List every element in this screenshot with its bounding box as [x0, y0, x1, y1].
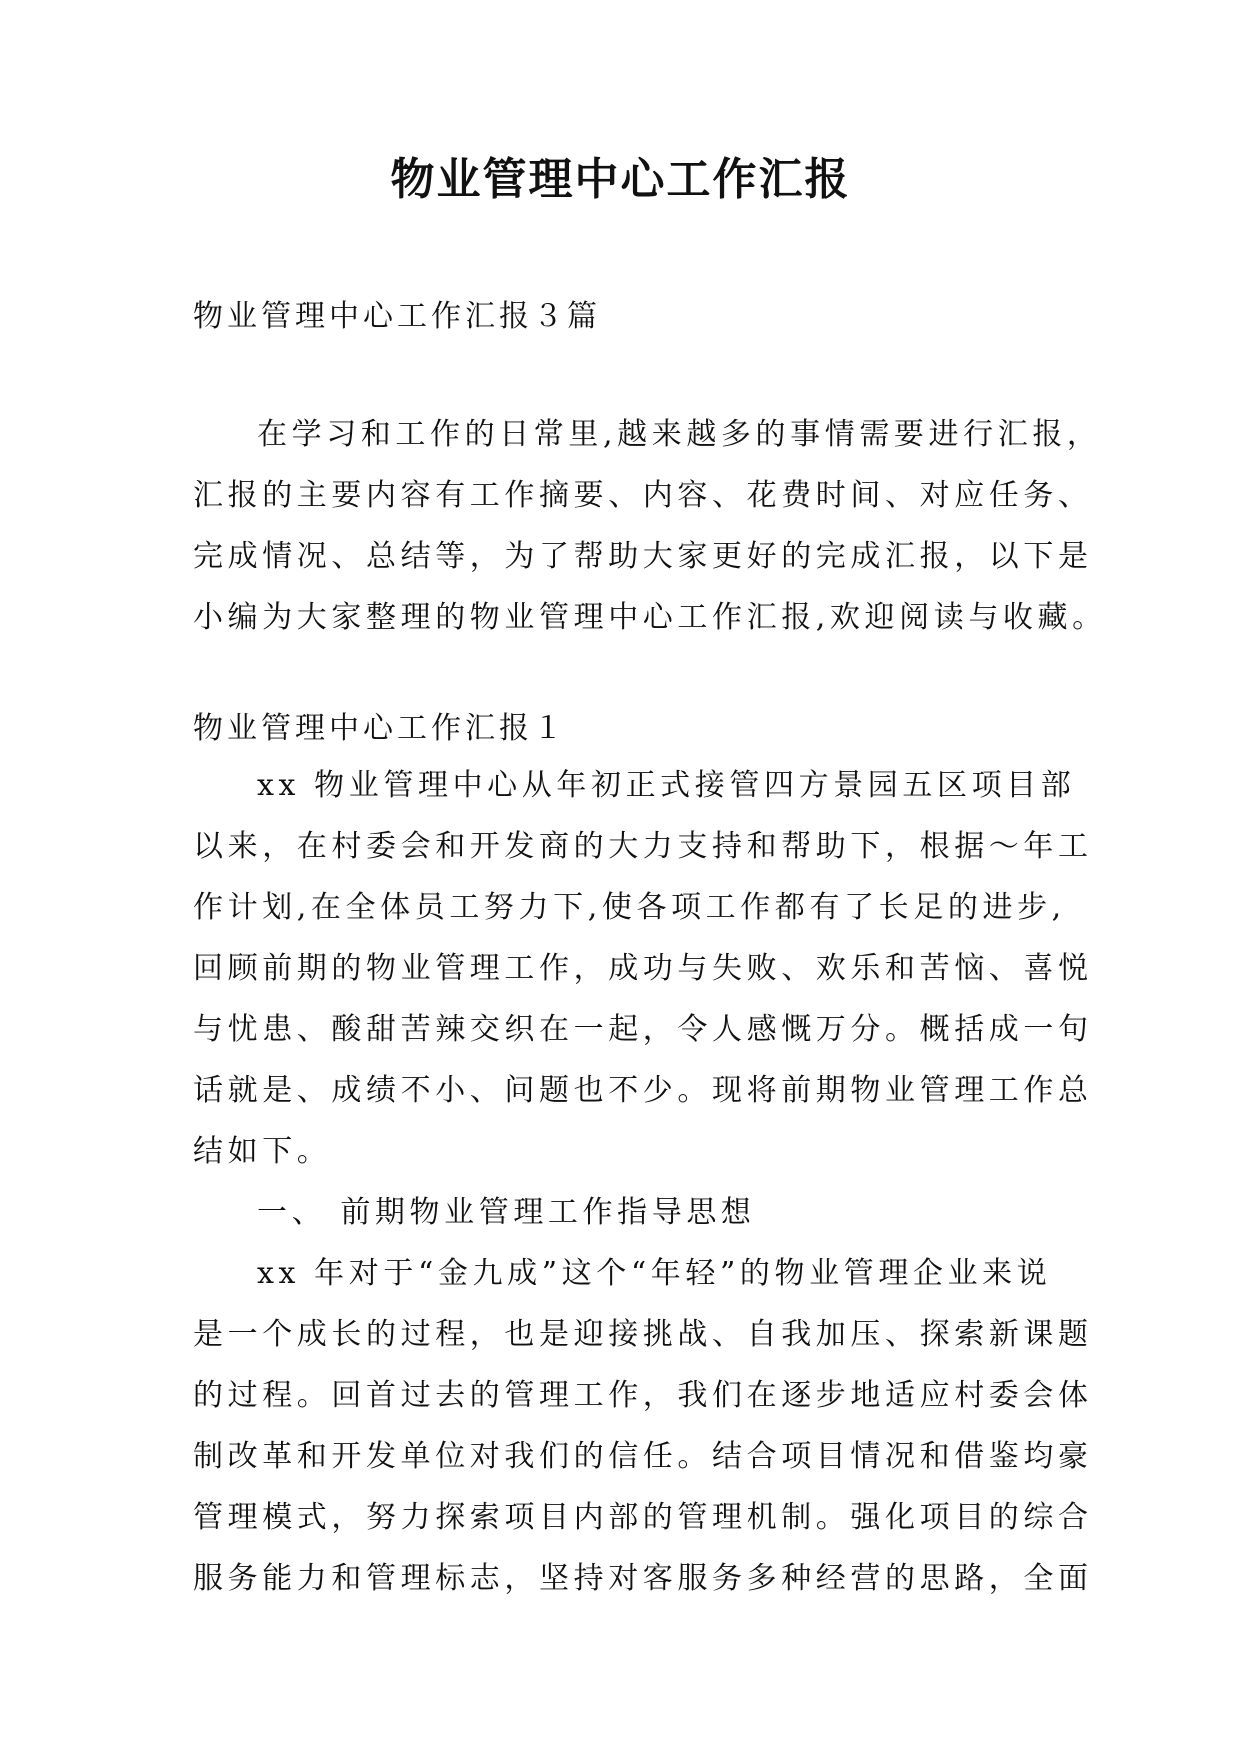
- body-line: xx 年对于“金九成”这个“年轻”的物业管理企业来说: [257, 1256, 1052, 1291]
- body-line: 话就是、成绩不小、问题也不少。现将前期物业管理工作总: [193, 1073, 1093, 1108]
- body-line: 结如下。: [193, 1134, 332, 1169]
- body-line: 管理模式，努力探索项目内部的管理机制。强化项目的综合: [193, 1500, 1093, 1535]
- document-title: 物业管理中心工作汇报: [390, 154, 851, 205]
- section-heading: 物业管理中心工作汇报１: [193, 711, 567, 746]
- body-line: 的过程。回首过去的管理工作，我们在逐步地适应村委会体: [193, 1378, 1093, 1413]
- intro-line: 汇报的主要内容有工作摘要、内容、花费时间、对应任务、: [193, 478, 1093, 513]
- intro-line: 完成情况、总结等，为了帮助大家更好的完成汇报，以下是: [193, 539, 1093, 574]
- body-line: 是一个成长的过程，也是迎接挑战、自我加压、探索新课题: [193, 1317, 1093, 1352]
- document-subtitle: 物业管理中心工作汇报３篇: [193, 299, 601, 334]
- body-line: 回顾前期的物业管理工作，成功与失败、欢乐和苦恼、喜悦: [193, 951, 1093, 986]
- intro-line: 在学习和工作的日常里,越来越多的事情需要进行汇报，: [257, 417, 1102, 452]
- body-line: 以来，在村委会和开发商的大力支持和帮助下，根据～年工: [193, 829, 1093, 864]
- intro-paragraph: [193, 404, 1107, 648]
- body-line: 与忧患、酸甜苦辣交织在一起，令人感慨万分。概括成一句: [193, 1012, 1093, 1047]
- subheading-line: 一、 前期物业管理工作指导思想: [257, 1195, 756, 1230]
- body-line: xx 物业管理中心从年初正式接管四方景园五区项目部: [257, 768, 1076, 803]
- intro-line: 小编为大家整理的物业管理中心工作汇报,欢迎阅读与收藏。: [193, 600, 1107, 635]
- body-line: 服务能力和管理标志，坚持对客服务多种经营的思路，全面: [193, 1561, 1093, 1596]
- section-paragraphs: [193, 755, 1093, 1609]
- body-line: 制改革和开发单位对我们的信任。结合项目情况和借鉴均豪: [193, 1439, 1093, 1474]
- body-line: 作计划,在全体员工努力下,使各项工作都有了长足的进步,: [193, 890, 1066, 925]
